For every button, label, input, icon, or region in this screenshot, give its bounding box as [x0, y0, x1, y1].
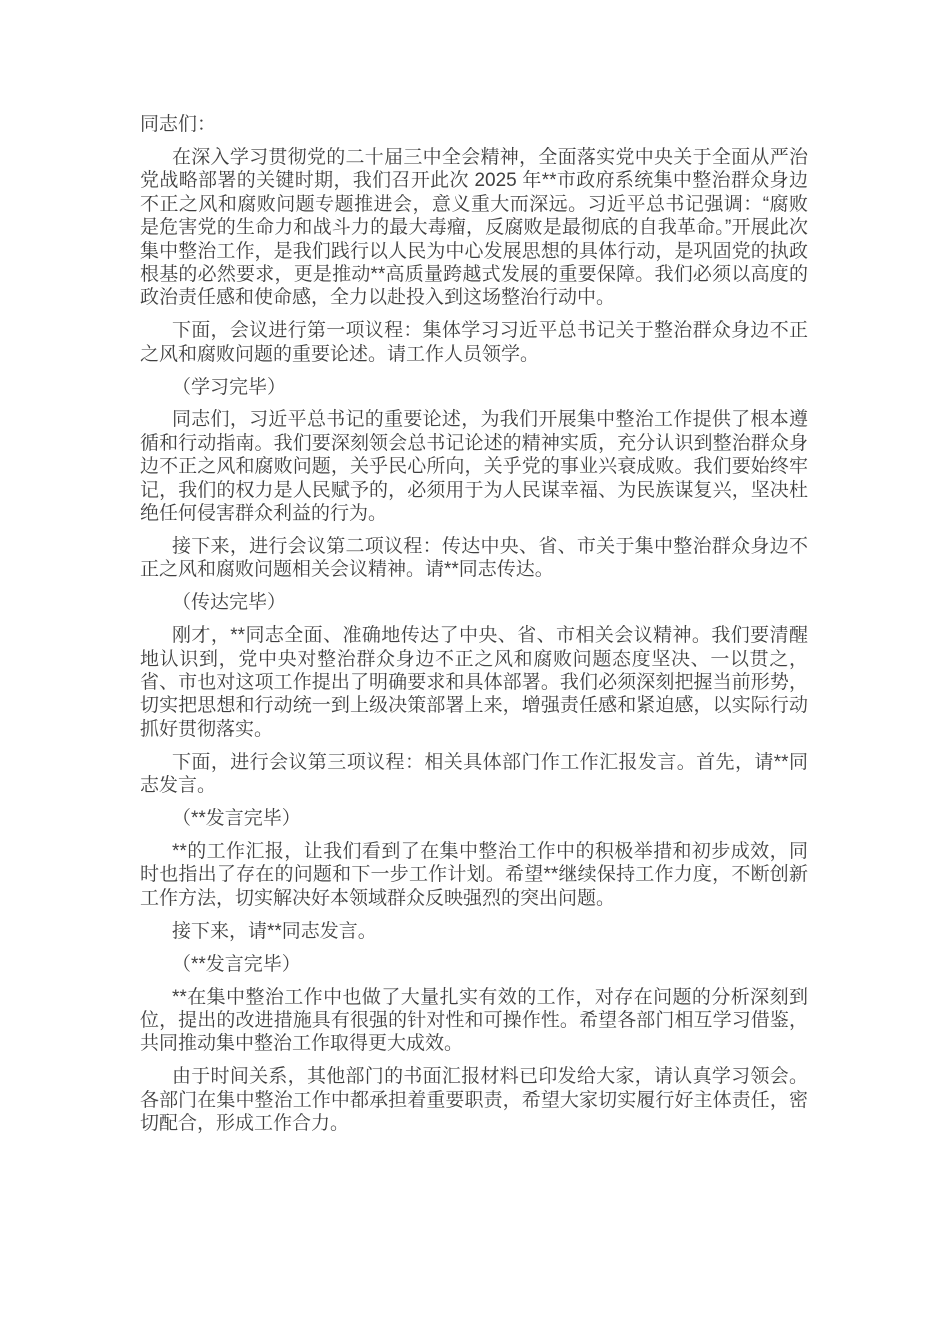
paragraph: 接下来，进行会议第二项议程：传达中央、省、市关于集中整治群众身边不正之风和腐败问题相关会议精神。请**同志传达。	[140, 536, 808, 581]
paragraph: **的工作汇报，让我们看到了在集中整治工作中的积极举措和初步成效，同时也指出了存在的问题和下一步工作计划。希望**继续保持工作力度，不断创新工作方法，切实解决好本领域群众反映强烈的突出问题。	[140, 840, 808, 909]
stage-note: （**发言完毕）	[172, 808, 301, 830]
paragraph: 接下来，请**同志发言。	[172, 920, 377, 942]
stage-note: （学习完毕）	[172, 376, 287, 398]
stage-note: （传达完毕）	[172, 592, 287, 614]
paragraph: **在集中整治工作中也做了大量扎实有效的工作，对存在问题的分析深刻到位，提出的改进措施具有很强的针对性和可操作性。希望各部门相互学习借鉴，共同推动集中整治工作取得更大成效。	[140, 986, 808, 1055]
document-page	[140, 113, 808, 1135]
paragraph: 由于时间关系，其他部门的书面汇报材料已印发给大家，请认真学习领会。各部门在集中整治工作中都承担着重要职责，希望大家切实履行好主体责任，密切配合，形成工作合力。	[140, 1066, 808, 1135]
paragraph: 刚才，**同志全面、准确地传达了中央、省、市相关会议精神。我们要清醒地认识到，党中央对整治群众身边不正之风和腐败问题态度坚决、一以贯之，省、市也对这项工作提出了明确要求和具体部署。我们必须深刻把握当前形势，切实把思想和行动统一到上级决策部署上来，增强责任感和紧迫感，以实际行动抓好贯彻落实。	[140, 625, 808, 740]
paragraph: 下面，进行会议第三项议程：相关具体部门作工作汇报发言。首先，请**同志发言。	[140, 751, 808, 797]
paragraph: 同志们，习近平总书记的重要论述，为我们开展集中整治工作提供了根本遵循和行动指南。我们要深刻领会总书记论述的精神实质，充分认识到整治群众身边不正之风和腐败问题，关乎民心所向，关乎党的事业兴衰成败。我们要始终牢记，我们的权力是人民赋予的，必须用于为人民谋幸福、为民族谋复兴，坚决杜绝任何侵害群众利益的行为。	[140, 409, 808, 525]
paragraph: 下面，会议进行第一项议程：集体学习习近平总书记关于整治群众身边不正之风和腐败问题的重要论述。请工作人员领学。	[140, 320, 808, 365]
paragraph: 在深入学习贯彻党的二十届三中全会精神，全面落实党中央关于全面从严治党战略部署的关键时期，我们召开此次 2025 年**市政府系统集中整治群众身边不正之风和腐败问题专题推进会，意义重大而深远。习近平总书记强调：“腐败是危害党的生命力和战斗力的最大毒瘤，反腐败是最彻底的自我革命。”开展此次集中整治工作，是我们践行以人民为中心发展思想的具体行动，是巩固党的执政根基的必然要求，更是推动**高质量跨越式发展的重要保障。我们必须以高度的政治责任感和使命感，全力以赴投入到这场整治行动中。	[140, 146, 808, 309]
salutation: 同志们：	[140, 114, 217, 135]
stage-note: （**发言完毕）	[172, 953, 301, 975]
